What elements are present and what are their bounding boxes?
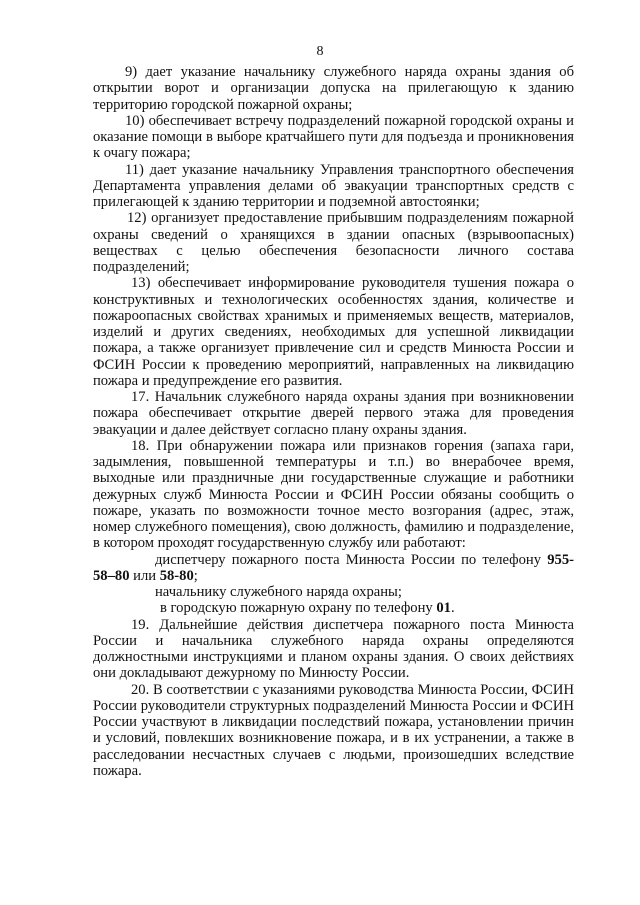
dispatcher-end: ;: [193, 567, 198, 584]
document-body: [93, 64, 574, 779]
dispatcher-phone-primary: 955-58–80: [93, 551, 574, 584]
city-fire-end: .: [450, 600, 455, 617]
paragraph-item-12: 12) организует предоставление прибывшим подразделениям пожарной охраны сведений о хранящихся в здании опасных (взрывоопасных) веществах с целью обеспечения безопасности личного состава подразделений;: [93, 210, 574, 275]
paragraph-18-dispatcher: [93, 552, 574, 585]
city-fire-text: в городскую пожарную охрану по телефону: [160, 600, 437, 617]
dispatcher-text: диспетчеру пожарного поста Минюста России по телефону: [155, 551, 542, 568]
paragraph-18-chief: начальнику служебного наряда охраны;: [155, 584, 402, 600]
paragraph-18: 18. При обнаружении пожара или признаков горения (запаха гари, задымления, повышенной температуры и т.п.) во внерабочее время, выходные или праздничные дни государственные служащие и работники дежурных служб Минюста России и ФСИН России обязаны сообщить о пожаре, указать по возможности точное место возгорания (адрес, этаж, номер служебного помещения), свою должность, фамилию и подразделение, в котором проходят государственную службу или работают:: [93, 437, 574, 552]
dispatcher-or: или: [129, 567, 160, 584]
paragraph-18-city: [93, 600, 574, 616]
city-fire-phone: 01: [436, 600, 451, 617]
paragraph-17: 17. Начальник служебного наряда охраны здания при возникновении пожара обеспечивает открытие дверей первого этажа для проведения эвакуации и далее действует согласно плану охраны здания.: [93, 389, 574, 438]
paragraph-item-13: 13) обеспечивает информирование руководителя тушения пожара о конструктивных и технологических особенностях здания, количестве и пожароопасных свойствах хранимых и применяемых веществ, материалов, изделий и других сведениях, необходимых для успешной ликвидации пожара, а также организует привлечение сил и средств Минюста России и ФСИН России к проведению мероприятий, направленных на ликвидацию пожара и предупреждение его развития.: [93, 275, 574, 389]
paragraph-19: 19. Дальнейшие действия диспетчера пожарного поста Минюста России и начальника служебного наряда охраны определяются должностными инструкциями и планом охраны здания. О своих действиях они докладывают дежурному по Минюсту России.: [93, 616, 574, 682]
page-number: 8: [316, 44, 324, 59]
paragraph-item-10: 10) обеспечивает встречу подразделений пожарной городской охраны и оказание помощи в выборе кратчайшего пути для подъезда и проникновения к очагу пожара;: [93, 112, 574, 162]
paragraph-item-11: 11) дает указание начальнику Управления транспортного обеспечения Департамента управления делами об эвакуации транспортных средств с прилегающей к зданию территории и подземной автостоянки;: [93, 161, 574, 210]
dispatcher-phone-secondary: 58-80: [159, 567, 194, 584]
paragraph-20: 20. В соответствии с указаниями руководства Минюста России, ФСИН России руководители структурных подразделений Минюста России и ФСИН России участвуют в ликвидации последствий пожара, установлении причин и условий, повлекших возникновение пожара, и в их устранении, а также в расследовании несчастных случаев с людьми, произошедших вследствие пожара.: [93, 681, 574, 779]
paragraph-item-9: 9) дает указание начальнику служебного наряда охраны здания об открытии ворот и организации допуска на прилегающую к зданию территорию городской пожарной охраны;: [93, 64, 574, 113]
